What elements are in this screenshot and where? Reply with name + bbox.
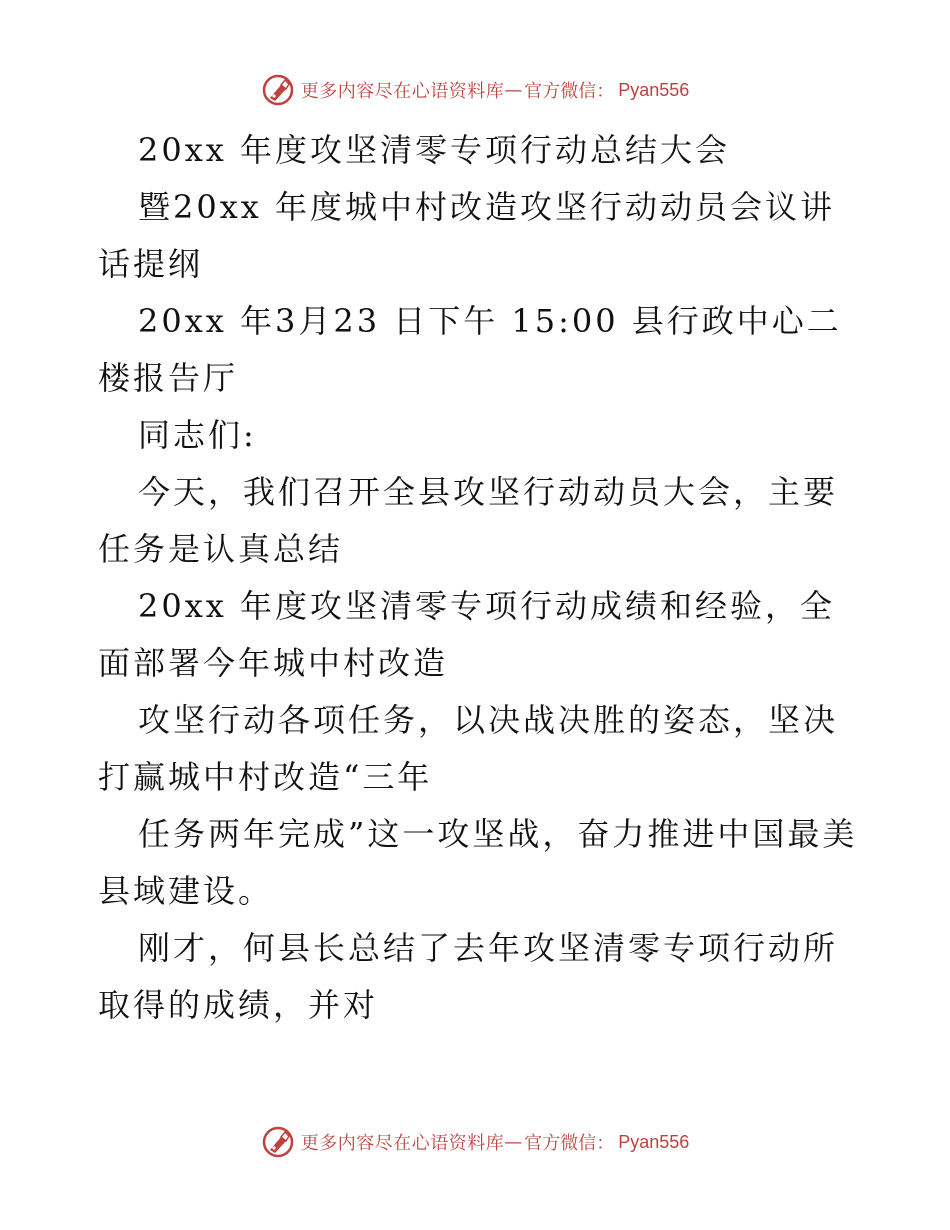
pen-nib-logo-icon [261,1125,295,1159]
body-paragraph: 任务两年完成”这一攻坚战，奋力推进中国最美县域建设。 [98,815,858,910]
banner-wechat-account: Pyan556 [618,79,690,100]
document-title-line-2: 暨20xx 年度城中村改造攻坚行动动员会议讲话提纲 [98,188,835,283]
body-paragraph: 刚才，何县长总结了去年攻坚清零专项行动所取得的成绩，并对 [98,929,839,1024]
banner-wechat-account: Pyan556 [618,1131,690,1152]
body-paragraph: 今天，我们召开全县攻坚行动动员大会，主要任务是认真总结 [98,473,839,568]
banner-wechat-label: 官方微信： [524,81,615,102]
banner-text: 更多内容尽在心语资料库 [300,81,505,102]
header-banner [0,70,950,110]
body-paragraph: 20xx 年度攻坚清零专项行动成绩和经验，全面部署今年城中村改造 [98,587,835,682]
banner-dash: — [504,79,523,101]
footer-banner [0,1122,950,1162]
meeting-time-location: 20xx 年3月23 日下午 15:00 县行政中心二楼报告厅 [98,302,842,397]
banner-wechat-label: 官方微信： [524,1133,615,1154]
body-paragraph: 攻坚行动各项任务，以决战决胜的姿态，坚决打赢城中村改造“三年 [98,701,839,796]
banner-text: 更多内容尽在心语资料库 [300,1133,505,1154]
document-title-line-1: 20xx 年度攻坚清零专项行动总结大会 [138,131,730,169]
document-body [98,122,858,1034]
banner-dash: — [504,1131,523,1153]
salutation: 同志们: [138,416,257,454]
pen-nib-logo-icon [261,73,295,107]
